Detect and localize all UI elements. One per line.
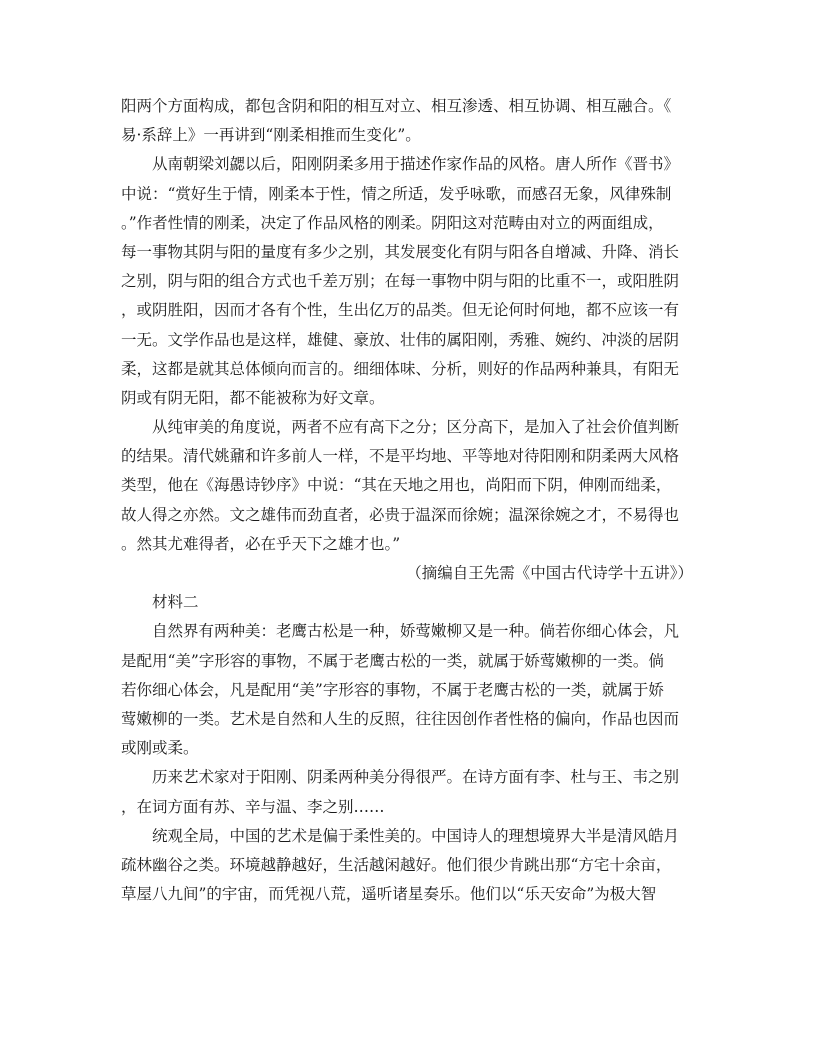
text-line: 疏林幽谷之类。环境越静越好，生活越闲越好。他们很少肯跳出那“方宅十余亩， — [121, 855, 672, 874]
text-line: 。”作者性情的刚柔，决定了作品风格的刚柔。阴阳这对范畴由对立的两面组成， — [121, 213, 664, 232]
text-line: ，或阴胜阳，因而才各有个性，生出亿万的品类。但无论何时何地，都不应该一有 — [121, 301, 680, 320]
text-line: 之别，阴与阳的组合方式也千差万别；在每一事物中阴与阳的比重不一，或阳胜阴 — [121, 272, 680, 291]
text-line: 或刚或柔。 — [121, 739, 199, 758]
text-line: 阳两个方面构成，都包含阴和阳的相互对立、相互渗透、相互协调、相互融合。《 — [121, 97, 672, 115]
text-line: ，在词方面有苏、辛与温、李之别…… — [121, 797, 385, 816]
text-line: 故人得之亦然。文之雄伟而劲直者，必贵于温深而徐婉；温深徐婉之才，不易得也 — [121, 505, 680, 524]
text-line: 莺嫩柳的一类。艺术是自然和人生的反照，往往因创作者性格的偏向，作品也因而 — [121, 709, 680, 728]
text-line: 。然其尤难得者，必在乎天下之雄才也。” — [121, 534, 401, 553]
text-line: 易·系辞上》一再讲到“刚柔相推而生变化”。 — [121, 126, 421, 145]
paragraph-start-line: 统观全局，中国的艺术是偏于柔性美的。中国诗人的理想境界大半是清风皓月 — [152, 826, 680, 845]
text-line: 一无。文学作品也是这样，雄健、豪放、壮伟的属阳刚，秀雅、婉约、冲淡的居阴 — [121, 330, 680, 349]
text-line: 中说：“赏好生于情，刚柔本于性，情之所适，发乎咏歌，而感召无象，风律殊制 — [121, 184, 672, 203]
text-line: 阴或有阴无阳，都不能被称为好文章。 — [121, 388, 385, 407]
paragraph-start-line: 从纯审美的角度说，两者不应有高下之分；区分高下，是加入了社会价值判断 — [152, 418, 680, 437]
paragraph-start-line: 历来艺术家对于阳刚、阴柔两种美分得很严。在诗方面有李、杜与王、韦之别 — [152, 768, 680, 787]
section-heading: 材料二 — [152, 593, 199, 612]
article-body — [121, 92, 697, 909]
text-line: 的结果。清代姚鼐和许多前人一样，不是平均地、平等地对待阳刚和阴柔两大风格 — [121, 447, 680, 466]
text-line: 草屋八九间”的宇宙，而凭视八荒，遥听诸星奏乐。他们以“乐天安命”为极大智 — [121, 885, 657, 904]
paragraph-start-line: 从南朝梁刘勰以后，阳刚阴柔多用于描述作家作品的风格。唐人所作《晋书》 — [152, 155, 680, 174]
text-line: 是配用“美”字形容的事物，不属于老鹰古松的一类，就属于娇莺嫩柳的一类。倘 — [121, 651, 664, 670]
source-citation: （摘编自王先需《中国古代诗学十五讲》） — [406, 564, 693, 582]
text-line: 若你细心体会，凡是配用“美”字形容的事物，不属于老鹰古松的一类，就属于娇 — [121, 680, 664, 699]
text-line: 每一事物其阴与阳的量度有多少之别，其发展变化有阴与阳各自增减、升降、消长 — [121, 242, 680, 261]
paragraph-start-line: 自然界有两种美：老鹰古松是一种，娇莺嫩柳又是一种。倘若你细心体会，凡 — [152, 622, 680, 641]
text-line: 类型，他在《海愚诗钞序》中说：“其在天地之用也，尚阳而下阴，伸刚而绌柔， — [121, 476, 672, 495]
text-line: 柔，这都是就其总体倾向而言的。细细体味、分析，则好的作品两种兼具，有阳无 — [121, 359, 680, 378]
